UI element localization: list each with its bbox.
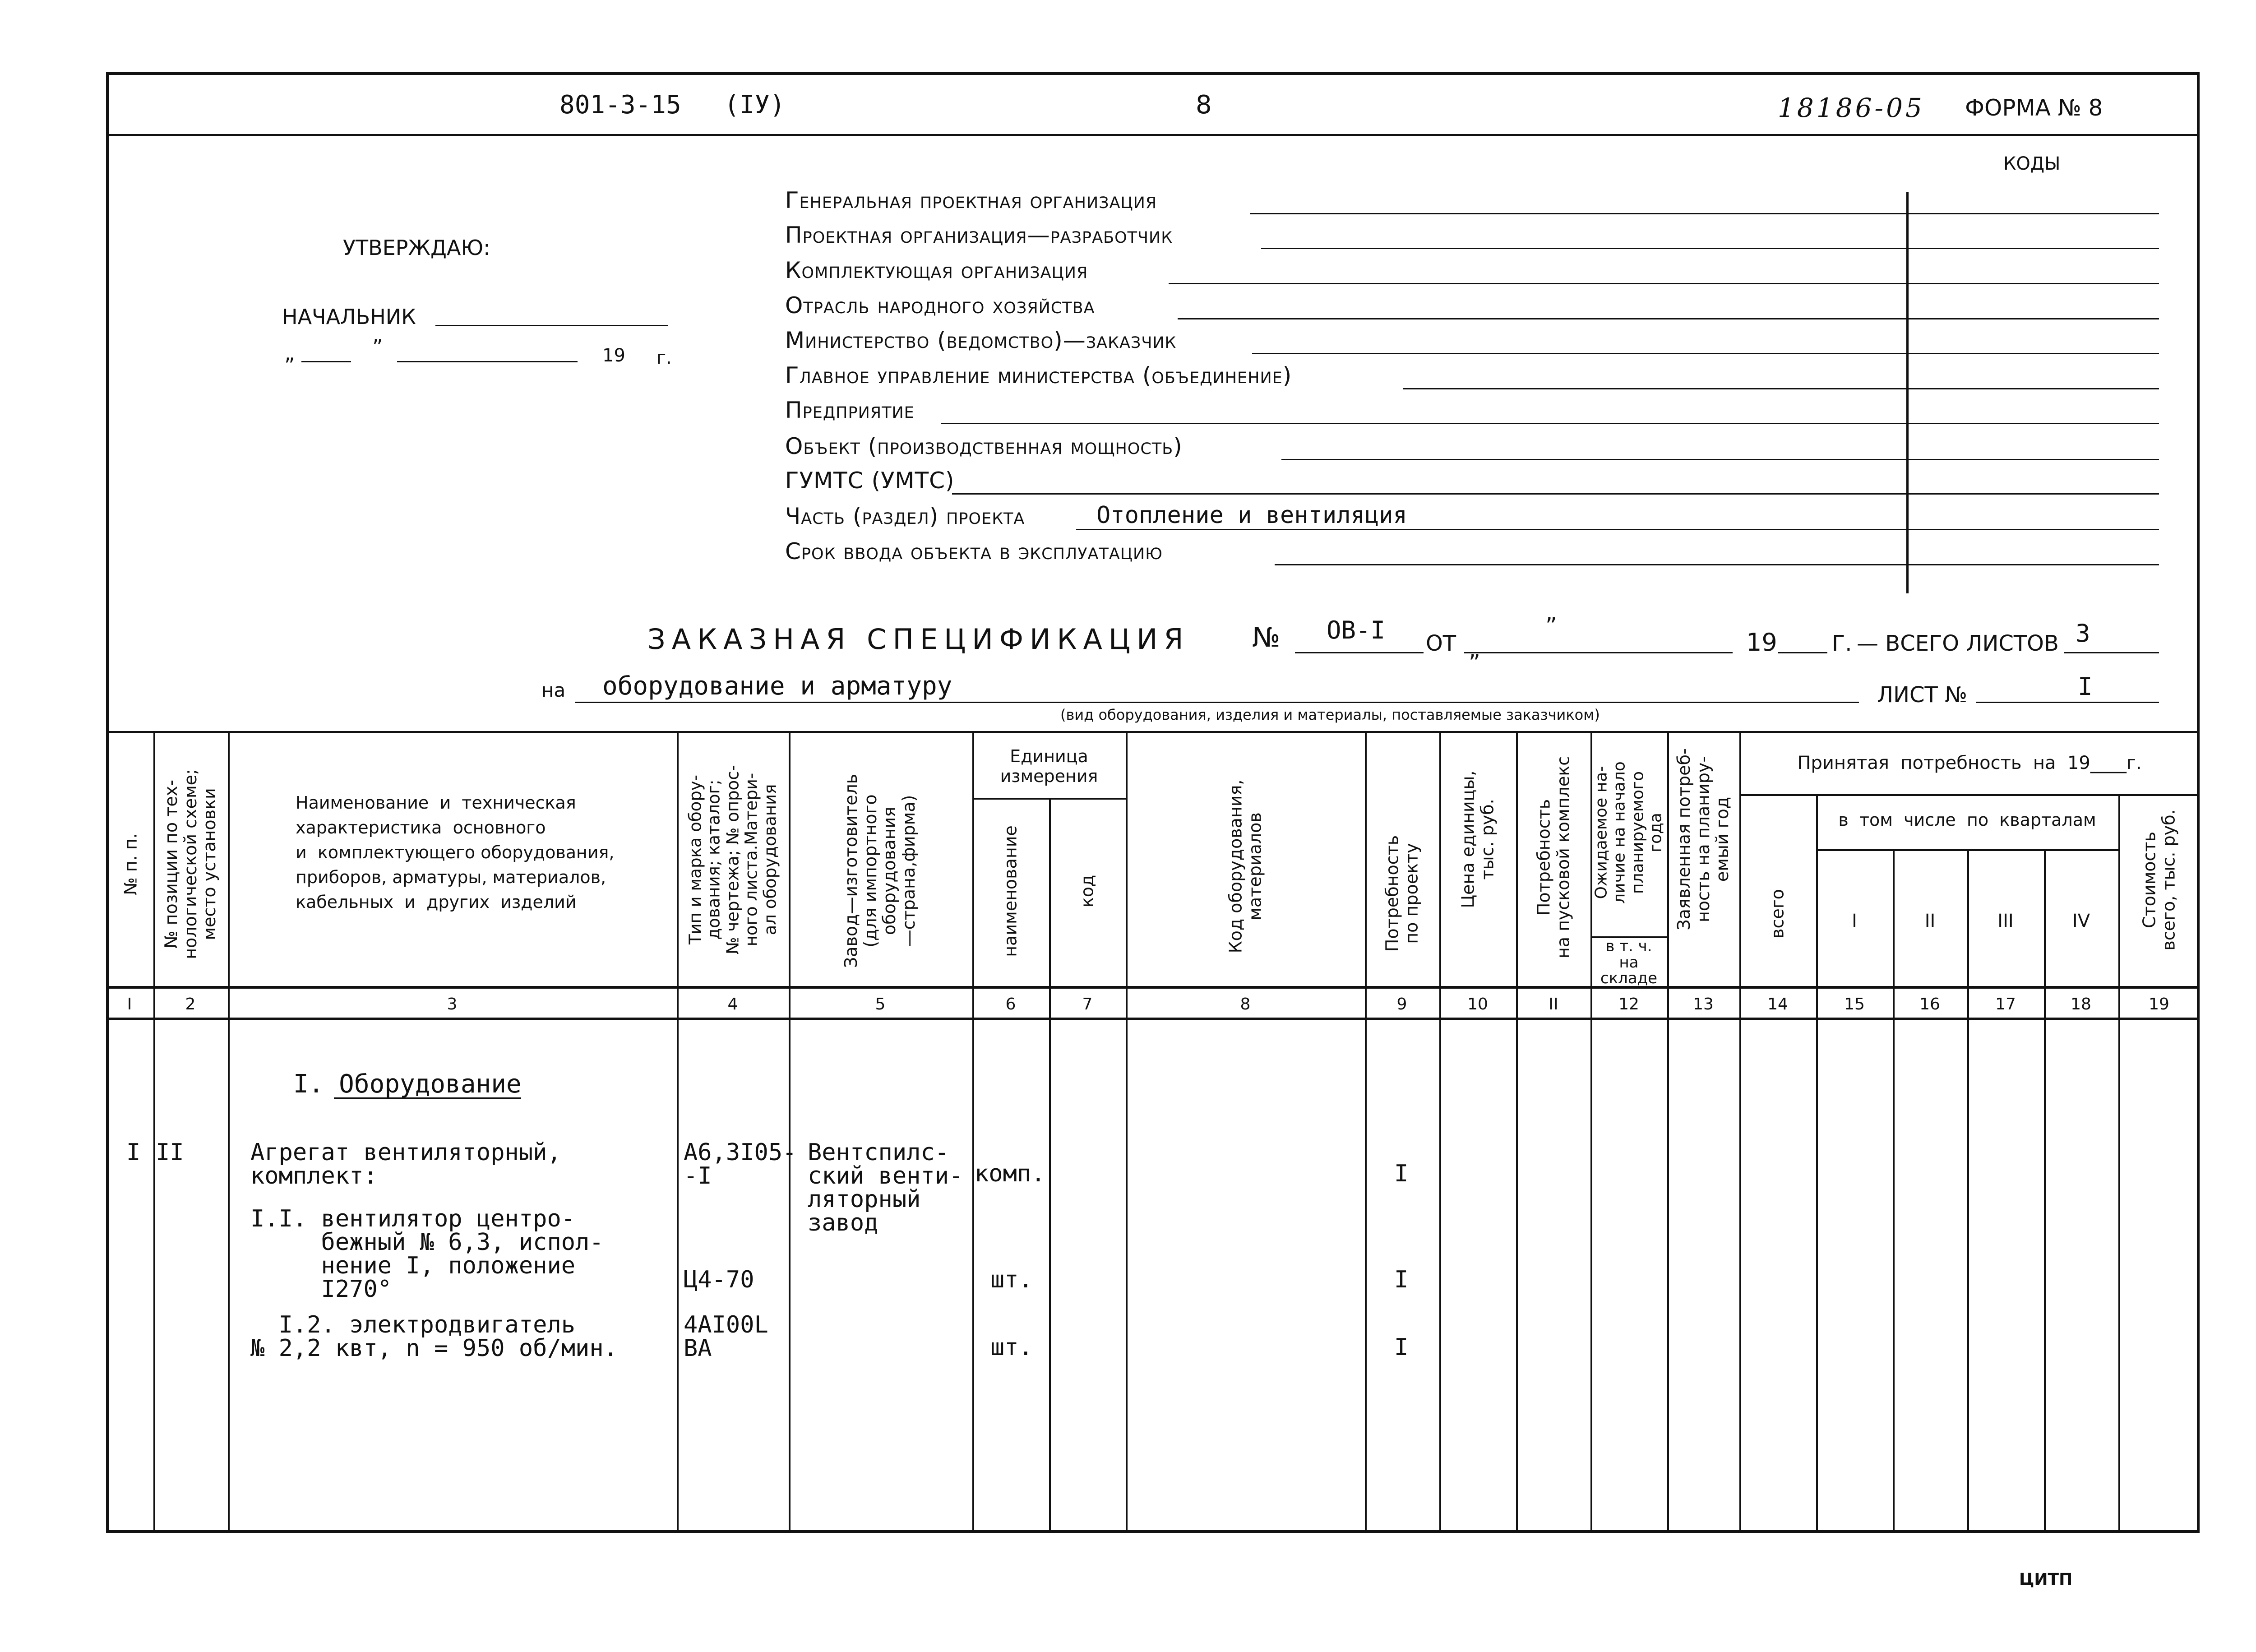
spec-quote-close: ” bbox=[1469, 650, 1480, 676]
col-number-8: 8 bbox=[1240, 995, 1251, 1013]
field-commission-line bbox=[1275, 564, 2159, 565]
codes-label: КОДЫ bbox=[2003, 153, 2061, 174]
table-header-bottom-line bbox=[106, 986, 2200, 989]
header-col8: Код оборудования, материалов bbox=[1225, 779, 1265, 953]
field-industry-label: Отрасль народного хозяйства bbox=[785, 292, 1095, 319]
header-q3: III bbox=[1997, 911, 2014, 931]
date-month-line bbox=[397, 361, 578, 362]
section-title: I. Оборудование bbox=[293, 1069, 522, 1099]
field-gumts-line bbox=[952, 493, 2159, 495]
row2-name: I.I. вентилятор центро- бежный № 6,3, испол- нение I, положение I270° bbox=[250, 1205, 604, 1303]
header-col19: Стоимость всего, тыс. руб. bbox=[2139, 809, 2178, 951]
field-main-dept-line bbox=[1403, 388, 2159, 389]
header-col9: Потребность по проекту bbox=[1382, 835, 1421, 952]
spec-year-suffix: Г. bbox=[1832, 631, 1852, 656]
header-col14: всего bbox=[1767, 889, 1788, 939]
col-number-11: II bbox=[1549, 995, 1558, 1013]
field-main-dept-label: Главное управление министерства (объединение) bbox=[785, 362, 1292, 389]
row1-position: II bbox=[156, 1139, 184, 1166]
spec-number-label: № bbox=[1252, 622, 1281, 653]
col-number-10: 10 bbox=[1467, 995, 1488, 1013]
field-project-part-line bbox=[1076, 529, 2159, 530]
header-col4: Тип и марка обору- дования; каталог; № чертежа; № опрос- ного листа.Матери- ал оборудования bbox=[685, 765, 780, 954]
header-col1: № п. п. bbox=[120, 833, 141, 895]
col-number-3: 3 bbox=[447, 995, 458, 1013]
header-q4: IV bbox=[2072, 911, 2090, 931]
date-year-suffix: г. bbox=[656, 347, 672, 368]
header-col12b: в т. ч. на складе bbox=[1600, 937, 1658, 988]
field-industry-line bbox=[1178, 318, 2159, 319]
header-col5: Завод—изготовитель (для импортного оборудования —страна,фирма) bbox=[841, 773, 919, 968]
row3-name: I.2. электродвигатель № 2,2 квт, n = 950 об/мин. bbox=[250, 1311, 618, 1362]
header-col3: Наименование и техническая характеристика основного и комплектующего оборудования, приборов, арматуры, материалов, кабельных и других изделий bbox=[296, 793, 615, 912]
col-number-1: I bbox=[127, 995, 132, 1013]
row1-num: I bbox=[126, 1139, 141, 1166]
field-enterprise-line bbox=[941, 423, 2159, 424]
field-design-org-line bbox=[1261, 248, 2159, 249]
spec-total-sheets: 3 bbox=[2076, 619, 2090, 648]
col-number-6: 6 bbox=[1005, 995, 1016, 1013]
footer-mark: ЦИТП bbox=[2019, 1570, 2073, 1589]
col-line-15 bbox=[1893, 849, 1895, 1533]
field-project-part-label: Часть (раздел) проекта bbox=[785, 503, 1025, 529]
header-col6: наименование bbox=[1000, 825, 1021, 957]
header-col13: Заявленная потреб- ность на планиру- емый год bbox=[1674, 748, 1733, 930]
col-line-4 bbox=[789, 731, 791, 1533]
header-q1: I bbox=[1852, 911, 1857, 931]
col-line-6 bbox=[1049, 798, 1051, 1533]
col-number-17: 17 bbox=[1995, 995, 2016, 1013]
field-project-part-value: Отопление и вентиляция bbox=[1096, 502, 1407, 529]
col-line-18 bbox=[2118, 794, 2120, 1533]
spec-year-line bbox=[1778, 652, 1827, 653]
field-supply-org-label: Комплектующая организация bbox=[785, 257, 1088, 283]
spec-total-sheets-line bbox=[2064, 652, 2159, 653]
header-col11: Потребность на пусковой комплекс bbox=[1534, 756, 1573, 959]
row3-unit: шт. bbox=[990, 1334, 1033, 1361]
row3-qty: I bbox=[1394, 1334, 1409, 1361]
spec-on-label: на bbox=[541, 679, 566, 701]
codes-divider bbox=[1906, 192, 1909, 593]
spec-year-label: 19 bbox=[1746, 628, 1777, 657]
date-year-prefix: 19 bbox=[602, 345, 625, 366]
header-unit-group: Единица измерения bbox=[1000, 746, 1098, 786]
field-ministry-line bbox=[1252, 353, 2159, 354]
row1-type: А6,3I05- -I bbox=[684, 1139, 797, 1189]
accepted-group-line bbox=[1739, 794, 2200, 796]
col-number-7: 7 bbox=[1082, 995, 1093, 1013]
field-supply-org-line bbox=[1169, 283, 2159, 284]
row2-qty: I bbox=[1394, 1266, 1409, 1293]
table-top-line bbox=[106, 731, 2200, 733]
date-day-line bbox=[301, 361, 351, 362]
col-line-5 bbox=[972, 731, 974, 1533]
table-numbers-bottom-line bbox=[106, 1018, 2200, 1020]
spec-title: ЗАКАЗНАЯ СПЕЦИФИКАЦИЯ bbox=[647, 623, 1190, 656]
row1-unit: комп. bbox=[975, 1160, 1045, 1187]
row1-qty: I bbox=[1394, 1160, 1409, 1187]
col-number-18: 18 bbox=[2071, 995, 2091, 1013]
series-code: 801-3-15 bbox=[559, 90, 681, 120]
col-line-2 bbox=[228, 731, 230, 1533]
header-col10: Цена единицы, тыс. руб. bbox=[1458, 770, 1497, 908]
col-line-3 bbox=[677, 731, 679, 1533]
row2-unit: шт. bbox=[990, 1266, 1033, 1293]
chief-signature-line bbox=[435, 325, 668, 326]
chief-label: НАЧАЛЬНИК bbox=[282, 305, 416, 329]
date-quote-open: „ bbox=[284, 341, 295, 365]
field-object-label: Объект (производственная мощность) bbox=[785, 433, 1183, 459]
col-number-19: 19 bbox=[2149, 995, 2169, 1013]
header-col2: № позиции по тех- нологической схеме; место установки bbox=[161, 769, 220, 959]
header-q2: II bbox=[1924, 911, 1936, 931]
field-general-org-line bbox=[1250, 213, 2159, 214]
col-line-12 bbox=[1667, 731, 1669, 1533]
col-number-16: 16 bbox=[1919, 995, 1940, 1013]
volume-code: (IУ) bbox=[724, 90, 785, 120]
col-number-15: 15 bbox=[1844, 995, 1865, 1013]
col-line-7 bbox=[1126, 731, 1128, 1533]
spec-quote-open: ” bbox=[1545, 613, 1557, 639]
document-number: 18186-05 bbox=[1778, 93, 1925, 123]
spec-sheet-label: ЛИСТ № bbox=[1877, 682, 1968, 708]
spec-on-value: оборудование и арматуру bbox=[602, 671, 952, 701]
spec-date-line bbox=[1464, 652, 1733, 653]
row3-type: 4АI00L ВА bbox=[684, 1311, 768, 1362]
col-line-13 bbox=[1739, 731, 1741, 1533]
col-number-13: 13 bbox=[1693, 995, 1714, 1013]
col-number-4: 4 bbox=[727, 995, 738, 1013]
header-col7: код bbox=[1077, 875, 1097, 908]
field-design-org-label: Проектная организация—разработчик bbox=[785, 222, 1173, 248]
spec-sheet-number: I bbox=[2078, 672, 2093, 701]
spec-sheet-number-line bbox=[1976, 702, 2159, 703]
header-col12a: Ожидаемое на- личие на начало планируемого года bbox=[1592, 761, 1665, 904]
col-line-14 bbox=[1816, 794, 1818, 1533]
col-number-2: 2 bbox=[185, 995, 196, 1013]
header-quarters: в том числе по кварталам bbox=[1838, 810, 2096, 830]
field-ministry-label: Министерство (ведомство)—заказчик bbox=[785, 327, 1177, 353]
field-general-org-label: Генеральная проектная организация bbox=[785, 187, 1157, 213]
col-line-8 bbox=[1365, 731, 1367, 1533]
col-line-17 bbox=[2044, 849, 2046, 1533]
row1-name: Агрегат вентиляторный, комплект: bbox=[250, 1139, 561, 1189]
spec-number-line bbox=[1295, 652, 1424, 653]
col-line-1 bbox=[153, 731, 155, 1533]
col-number-14: 14 bbox=[1767, 995, 1788, 1013]
col-line-10 bbox=[1516, 731, 1518, 1533]
header-divider bbox=[106, 134, 2200, 136]
header-accepted: Принятая потребность на 19____г. bbox=[1797, 753, 2142, 773]
spec-number: ОВ-I bbox=[1327, 616, 1386, 644]
field-object-line bbox=[1281, 459, 2159, 460]
field-gumts-label: ГУМТС (УМТС) bbox=[785, 467, 955, 494]
col-line-16 bbox=[1967, 849, 1969, 1533]
col-number-5: 5 bbox=[875, 995, 886, 1013]
col-line-9 bbox=[1439, 731, 1441, 1533]
row2-type: Ц4-70 bbox=[684, 1266, 754, 1293]
field-commission-label: Срок ввода объекта в эксплуатацию bbox=[785, 538, 1163, 565]
spec-note: (вид оборудования, изделия и материалы, поставляемые заказчиком) bbox=[1060, 706, 1600, 723]
spec-on-line bbox=[575, 702, 1859, 703]
date-quote-close: ” bbox=[372, 335, 383, 359]
section-title-underline bbox=[334, 1097, 521, 1099]
approve-label: УТВЕРЖДАЮ: bbox=[343, 236, 490, 260]
form-label: ФОРМА № 8 bbox=[1965, 95, 2103, 121]
spec-from-label: ОТ bbox=[1426, 631, 1456, 656]
col-number-12: 12 bbox=[1618, 995, 1639, 1013]
spec-total-sheets-label: — ВСЕГО ЛИСТОВ bbox=[1857, 631, 2059, 656]
field-enterprise-label: Предприятие bbox=[785, 397, 915, 423]
row1-maker: Вентспилс- ский венти- ляторный завод bbox=[808, 1139, 963, 1236]
page-number: 8 bbox=[1196, 90, 1212, 120]
col-number-9: 9 bbox=[1396, 995, 1407, 1013]
